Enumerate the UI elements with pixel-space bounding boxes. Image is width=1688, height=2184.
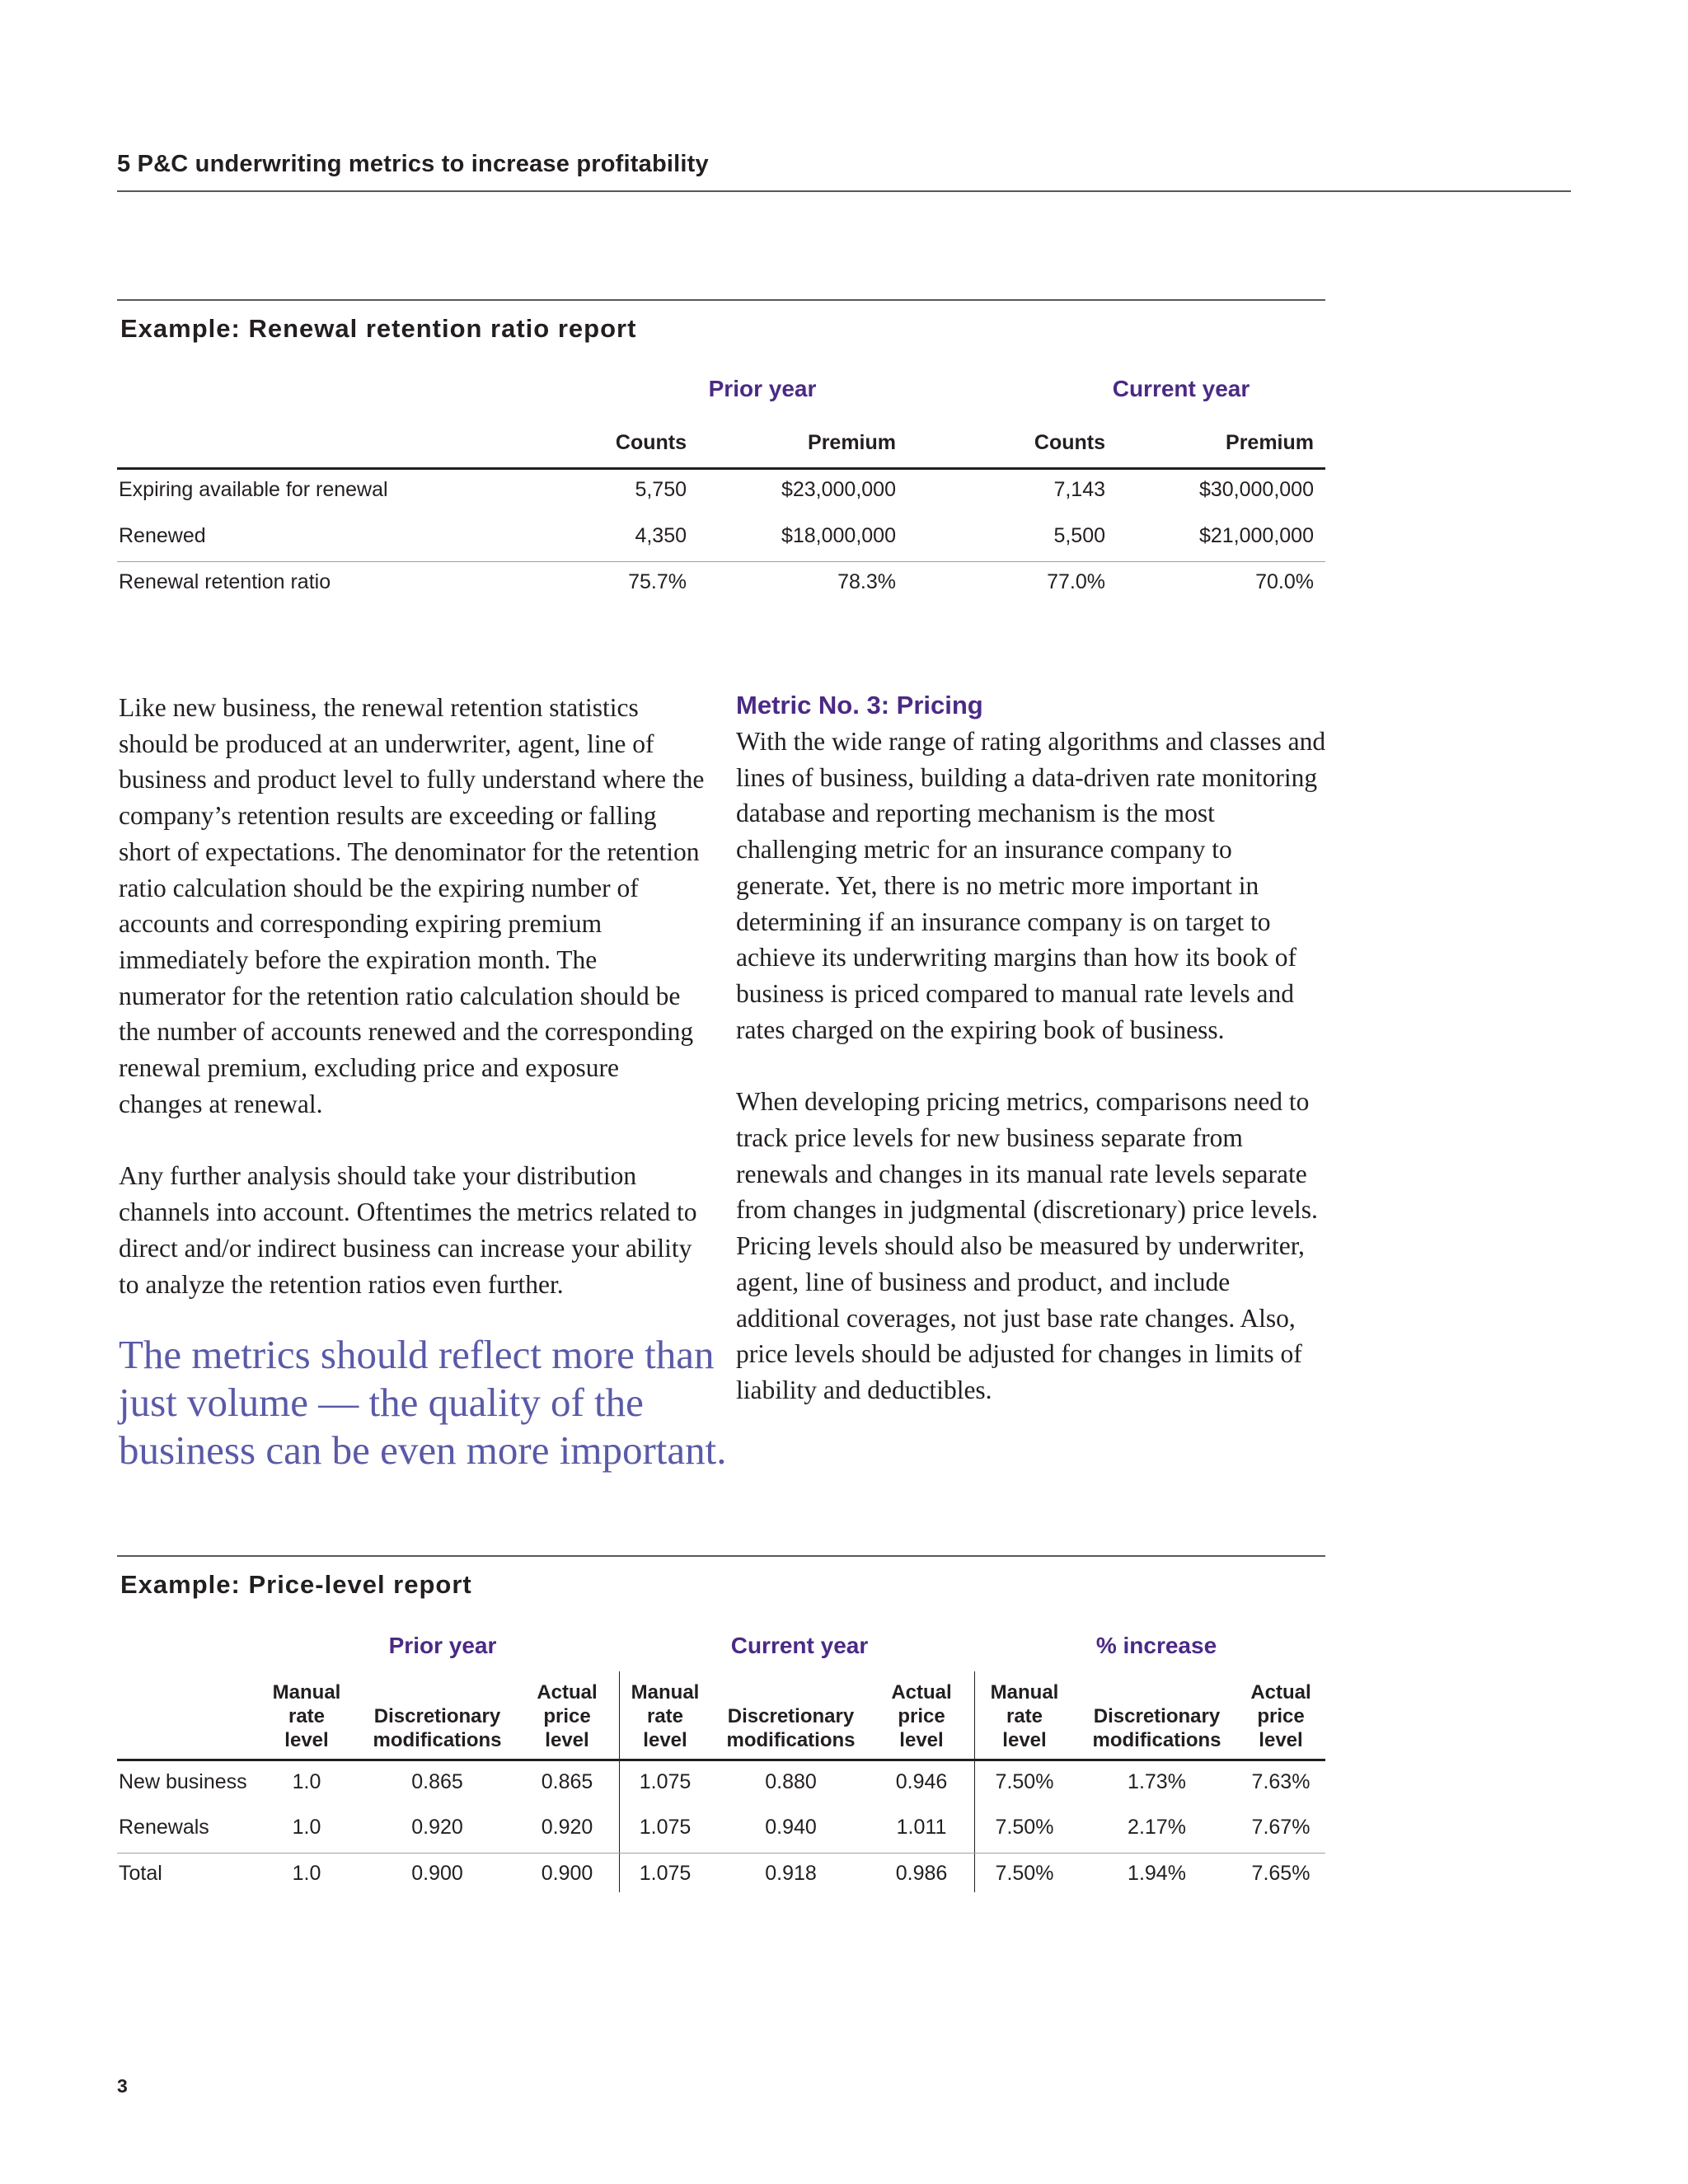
table-cell: 7.63%: [1251, 1770, 1311, 1793]
table-cell: 1.94%: [1128, 1862, 1186, 1885]
retention-row-label: Renewed: [119, 524, 206, 547]
price-col-manual-rate: Manual rate level: [631, 1681, 700, 1751]
metric-heading: Metric No. 3: Pricing: [736, 691, 983, 719]
price-col-discretionary: Discretionary modifications: [726, 1705, 856, 1751]
retention-row-label: Renewal retention ratio: [119, 570, 331, 593]
table-cell: 1.73%: [1128, 1770, 1186, 1793]
table-cell: 70.0%: [1255, 570, 1314, 593]
table-cell: $18,000,000: [781, 524, 896, 547]
table-cell: 1.075: [639, 1770, 692, 1793]
price-group-prior: Prior year: [388, 1633, 497, 1658]
body-paragraph: With the wide range of rating algorithms and classes and lines of business, building a data-driven rate monitoring database and reporting mechanism is the most challenging metric for an insurance company to generate. Yet, there is no metric more important in determining if an insurance company is on target to achieve its underwriting margins than how its book of business is priced compared to manual rate levels and rates charged on the expiring book of business.: [736, 727, 1326, 1044]
price-col-manual-rate: Manual rate level: [272, 1681, 341, 1751]
table-cell: 7.65%: [1251, 1862, 1311, 1885]
table-cell: 0.920: [411, 1816, 463, 1839]
page-number: 3: [117, 2075, 128, 2097]
table-cell: 0.940: [765, 1816, 817, 1839]
retention-col-premium-current: Premium: [1226, 431, 1314, 454]
price-row-label: Renewals: [119, 1816, 209, 1839]
retention-col-counts-prior: Counts: [615, 431, 687, 454]
table-cell: 7,143: [1053, 478, 1105, 501]
table-cell: 0.918: [765, 1862, 817, 1885]
price-table-top-rule: [117, 1555, 1325, 1557]
pull-quote: The metrics should reflect more than just volume — the quality of the business can be even more important.: [119, 1332, 727, 1473]
table-cell: 0.986: [895, 1862, 948, 1885]
retention-table-top-rule: [117, 299, 1325, 301]
table-cell: 7.67%: [1251, 1816, 1311, 1839]
table-cell: 7.50%: [995, 1862, 1054, 1885]
header-rule: [117, 190, 1571, 192]
price-row-label: Total: [119, 1862, 162, 1885]
retention-header-rule: [117, 467, 1325, 470]
table-cell: 1.0: [292, 1816, 321, 1839]
table-cell: 5,500: [1053, 524, 1105, 547]
table-cell: 75.7%: [628, 570, 687, 593]
table-cell: $30,000,000: [1198, 478, 1314, 501]
table-cell: 1.0: [292, 1862, 321, 1885]
retention-row-divider: [117, 561, 1325, 562]
price-col-actual-price: Actual price level: [537, 1681, 598, 1751]
table-cell: 0.880: [765, 1770, 817, 1793]
retention-table-title: Example: Renewal retention ratio report: [120, 314, 637, 343]
table-cell: 1.0: [292, 1770, 321, 1793]
right-column: [736, 687, 1331, 1445]
table-cell: 0.865: [541, 1770, 593, 1793]
running-head: 5 P&C underwriting metrics to increase profitability: [117, 151, 709, 177]
retention-group-current: Current year: [1112, 376, 1250, 401]
table-cell: 1.075: [639, 1816, 692, 1839]
price-table-title: Example: Price-level report: [120, 1570, 472, 1599]
price-col-manual-rate: Manual rate level: [990, 1681, 1059, 1751]
table-cell: 7.50%: [995, 1816, 1054, 1839]
left-column: [119, 690, 706, 1338]
table-cell: 4,350: [635, 524, 687, 547]
body-paragraph: When developing pricing metrics, comparisons need to track price levels for new business separate from renewals and changes in its manual rate levels separate from changes in judgmental (discretionary) price levels. Pricing levels should also be measured by underwriter, agent, line of business and product, and include additional coverages, not just base rate changes. Also, price levels should be adjusted for changes in limits of liability and deductibles.: [736, 1087, 1318, 1404]
table-cell: 1.011: [896, 1816, 947, 1839]
price-group-current: Current year: [730, 1633, 869, 1658]
table-cell: 0.900: [411, 1862, 463, 1885]
table-cell: 7.50%: [995, 1770, 1054, 1793]
price-row-label: New business: [119, 1770, 247, 1793]
retention-col-counts-current: Counts: [1034, 431, 1105, 454]
table-cell: 1.075: [639, 1862, 692, 1885]
table-cell: 0.900: [541, 1862, 593, 1885]
price-group-increase: % increase: [1095, 1633, 1217, 1658]
table-cell: 78.3%: [837, 570, 896, 593]
price-header-rule: [117, 1759, 1325, 1761]
price-row-divider: [117, 1853, 1325, 1854]
table-cell: $21,000,000: [1198, 524, 1314, 547]
price-col-actual-price: Actual price level: [1250, 1681, 1311, 1751]
table-cell: 77.0%: [1047, 570, 1105, 593]
body-paragraph: Like new business, the renewal retention statistics should be produced at an underwriter, agent, line of business and product level to fully understand where the company’s retention results are exceeding or falling short of expectations. The denominator for the retention ratio calculation should be the expiring number of accounts and corresponding expiring premium immediately before the expiration month. The numerator for the retention ratio calculation should be the number of accounts renewed and the corresponding renewal premium, excluding price and exposure changes at renewal.: [119, 693, 705, 1118]
table-cell: 0.946: [895, 1770, 948, 1793]
retention-row-label: Expiring available for renewal: [119, 478, 388, 501]
price-col-discretionary: Discretionary modifications: [373, 1705, 502, 1751]
body-paragraph: Any further analysis should take your distribution channels into account. Oftentimes the metrics related to direct and/or indirect business can increase your ability to analyze the retention ratios even further.: [119, 1161, 697, 1299]
price-col-actual-price: Actual price level: [891, 1681, 952, 1751]
table-cell: $23,000,000: [781, 478, 896, 501]
table-cell: 0.865: [411, 1770, 463, 1793]
table-cell: 0.920: [541, 1816, 593, 1839]
table-cell: 5,750: [635, 478, 687, 501]
price-col-discretionary: Discretionary modifications: [1092, 1705, 1221, 1751]
retention-col-premium-prior: Premium: [808, 431, 896, 454]
retention-group-prior: Prior year: [708, 376, 817, 401]
table-cell: 2.17%: [1128, 1816, 1186, 1839]
